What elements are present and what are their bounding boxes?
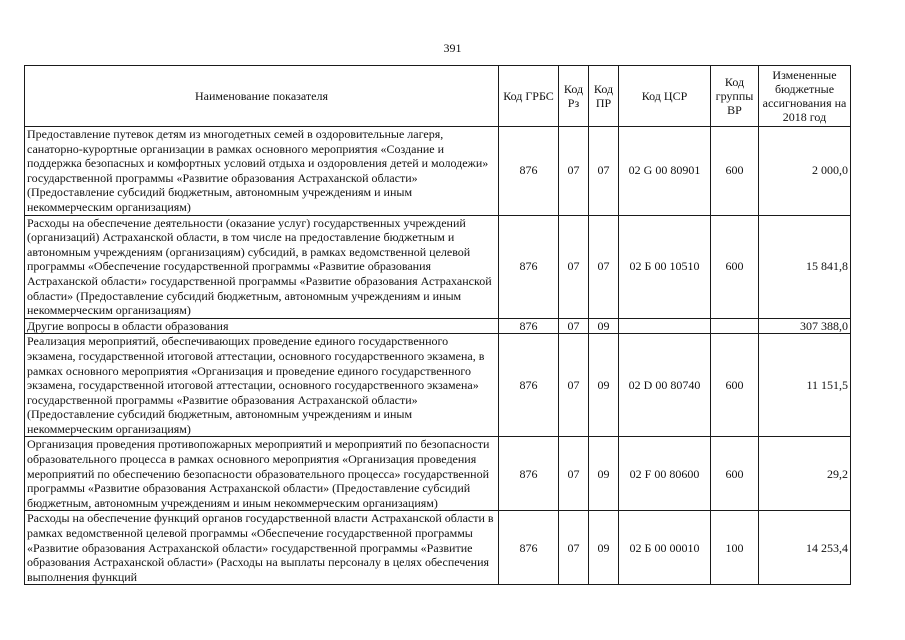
row-name: Предоставление путевок детям из многодетных семей в оздоровительные лагеря, санаторно-курортные организации в рамках основного мероприятия «Создание и поддержка безопасных и комфортных условий отдыха и оздоровления детей и молодежи» государственной программы «Развитие образования Астраханской области» (Предоставление субсидий бюджетным, автономным учреждениям и иным некоммерческим организациям) bbox=[25, 127, 499, 216]
row-csr bbox=[619, 318, 711, 334]
row-grbs: 876 bbox=[499, 437, 559, 511]
row-pr: 09 bbox=[589, 318, 619, 334]
row-grbs: 876 bbox=[499, 215, 559, 318]
table-header-row bbox=[25, 66, 851, 127]
row-grbs: 876 bbox=[499, 334, 559, 437]
budget-table bbox=[24, 65, 851, 585]
table-row bbox=[25, 511, 851, 585]
row-csr: 02 Б 00 00010 bbox=[619, 511, 711, 585]
row-name: Расходы на обеспечение функций органов государственной власти Астраханской области в рамках ведомственной целевой программы «Обеспечение государственной программы «Развитие образования Астраханской области» государственной программы «Развитие образования Астраханской области» (Расходы на выплаты персоналу в целях обеспечения выполнения функций bbox=[25, 511, 499, 585]
table-row bbox=[25, 127, 851, 216]
row-amount: 307 388,0 bbox=[759, 318, 851, 334]
row-rz: 07 bbox=[559, 334, 589, 437]
row-rz: 07 bbox=[559, 215, 589, 318]
row-name: Организация проведения противопожарных мероприятий и мероприятий по безопасности образовательного процесса в рамках основного мероприятия «Организация проведения мероприятий по обеспечению безопасности образовательного процесса» государственной программы «Развитие образования Астраханской области» (Предоставление субсидий бюджетным, автономным учреждениям и иным некоммерческим организациям) bbox=[25, 437, 499, 511]
row-amount: 14 253,4 bbox=[759, 511, 851, 585]
row-vr: 100 bbox=[711, 511, 759, 585]
row-rz: 07 bbox=[559, 437, 589, 511]
page-number: 391 bbox=[443, 41, 462, 55]
header-amount: Измененные бюджетные ассигнования на 2018 год bbox=[759, 66, 851, 127]
row-rz: 07 bbox=[559, 511, 589, 585]
row-amount: 29,2 bbox=[759, 437, 851, 511]
row-pr: 09 bbox=[589, 511, 619, 585]
row-name: Расходы на обеспечение деятельности (оказание услуг) государственных учреждений (организаций) Астраханской области, в том числе на предоставление бюджетным и автономным учреждениям (организациям) субсидий, в рамках ведомственной целевой программы «Обеспечение государственной программы «Развитие образования Астраханской области» государственной программы «Развитие образования Астраханской области» (Предоставление субсидий бюджетным, автономным учреждениям и иным некоммерческим организациям) bbox=[25, 215, 499, 318]
row-csr: 02 G 00 80901 bbox=[619, 127, 711, 216]
table-row bbox=[25, 437, 851, 511]
row-rz: 07 bbox=[559, 318, 589, 334]
table-row bbox=[25, 318, 851, 334]
row-name: Реализация мероприятий, обеспечивающих проведение единого государственного экзамена, государственной итоговой аттестации, основного государственного экзамена, в рамках основного мероприятия «Организация и проведение единого государственного экзамена, государственной итоговой аттестации, основного государственного экзамена» государственной программы «Развитие образования Астраханской области» (Предоставление субсидий бюджетным, автономным учреждениям и иным некоммерческим организациям) bbox=[25, 334, 499, 437]
table-row bbox=[25, 215, 851, 318]
row-pr: 09 bbox=[589, 334, 619, 437]
header-pr: Код ПР bbox=[589, 66, 619, 127]
row-pr: 07 bbox=[589, 127, 619, 216]
row-amount: 11 151,5 bbox=[759, 334, 851, 437]
row-vr: 600 bbox=[711, 437, 759, 511]
row-grbs: 876 bbox=[499, 318, 559, 334]
row-vr bbox=[711, 318, 759, 334]
row-vr: 600 bbox=[711, 215, 759, 318]
row-name: Другие вопросы в области образования bbox=[25, 318, 499, 334]
row-csr: 02 F 00 80600 bbox=[619, 437, 711, 511]
row-pr: 09 bbox=[589, 437, 619, 511]
row-csr: 02 D 00 80740 bbox=[619, 334, 711, 437]
header-vr: Код группы ВР bbox=[711, 66, 759, 127]
header-rz: Код Рз bbox=[559, 66, 589, 127]
row-grbs: 876 bbox=[499, 511, 559, 585]
row-grbs: 876 bbox=[499, 127, 559, 216]
header-grbs: Код ГРБС bbox=[499, 66, 559, 127]
row-csr: 02 Б 00 10510 bbox=[619, 215, 711, 318]
table-row bbox=[25, 334, 851, 437]
header-name: Наименование показателя bbox=[25, 66, 499, 127]
row-amount: 2 000,0 bbox=[759, 127, 851, 216]
row-vr: 600 bbox=[711, 127, 759, 216]
row-rz: 07 bbox=[559, 127, 589, 216]
row-amount: 15 841,8 bbox=[759, 215, 851, 318]
row-vr: 600 bbox=[711, 334, 759, 437]
row-pr: 07 bbox=[589, 215, 619, 318]
header-csr: Код ЦСР bbox=[619, 66, 711, 127]
